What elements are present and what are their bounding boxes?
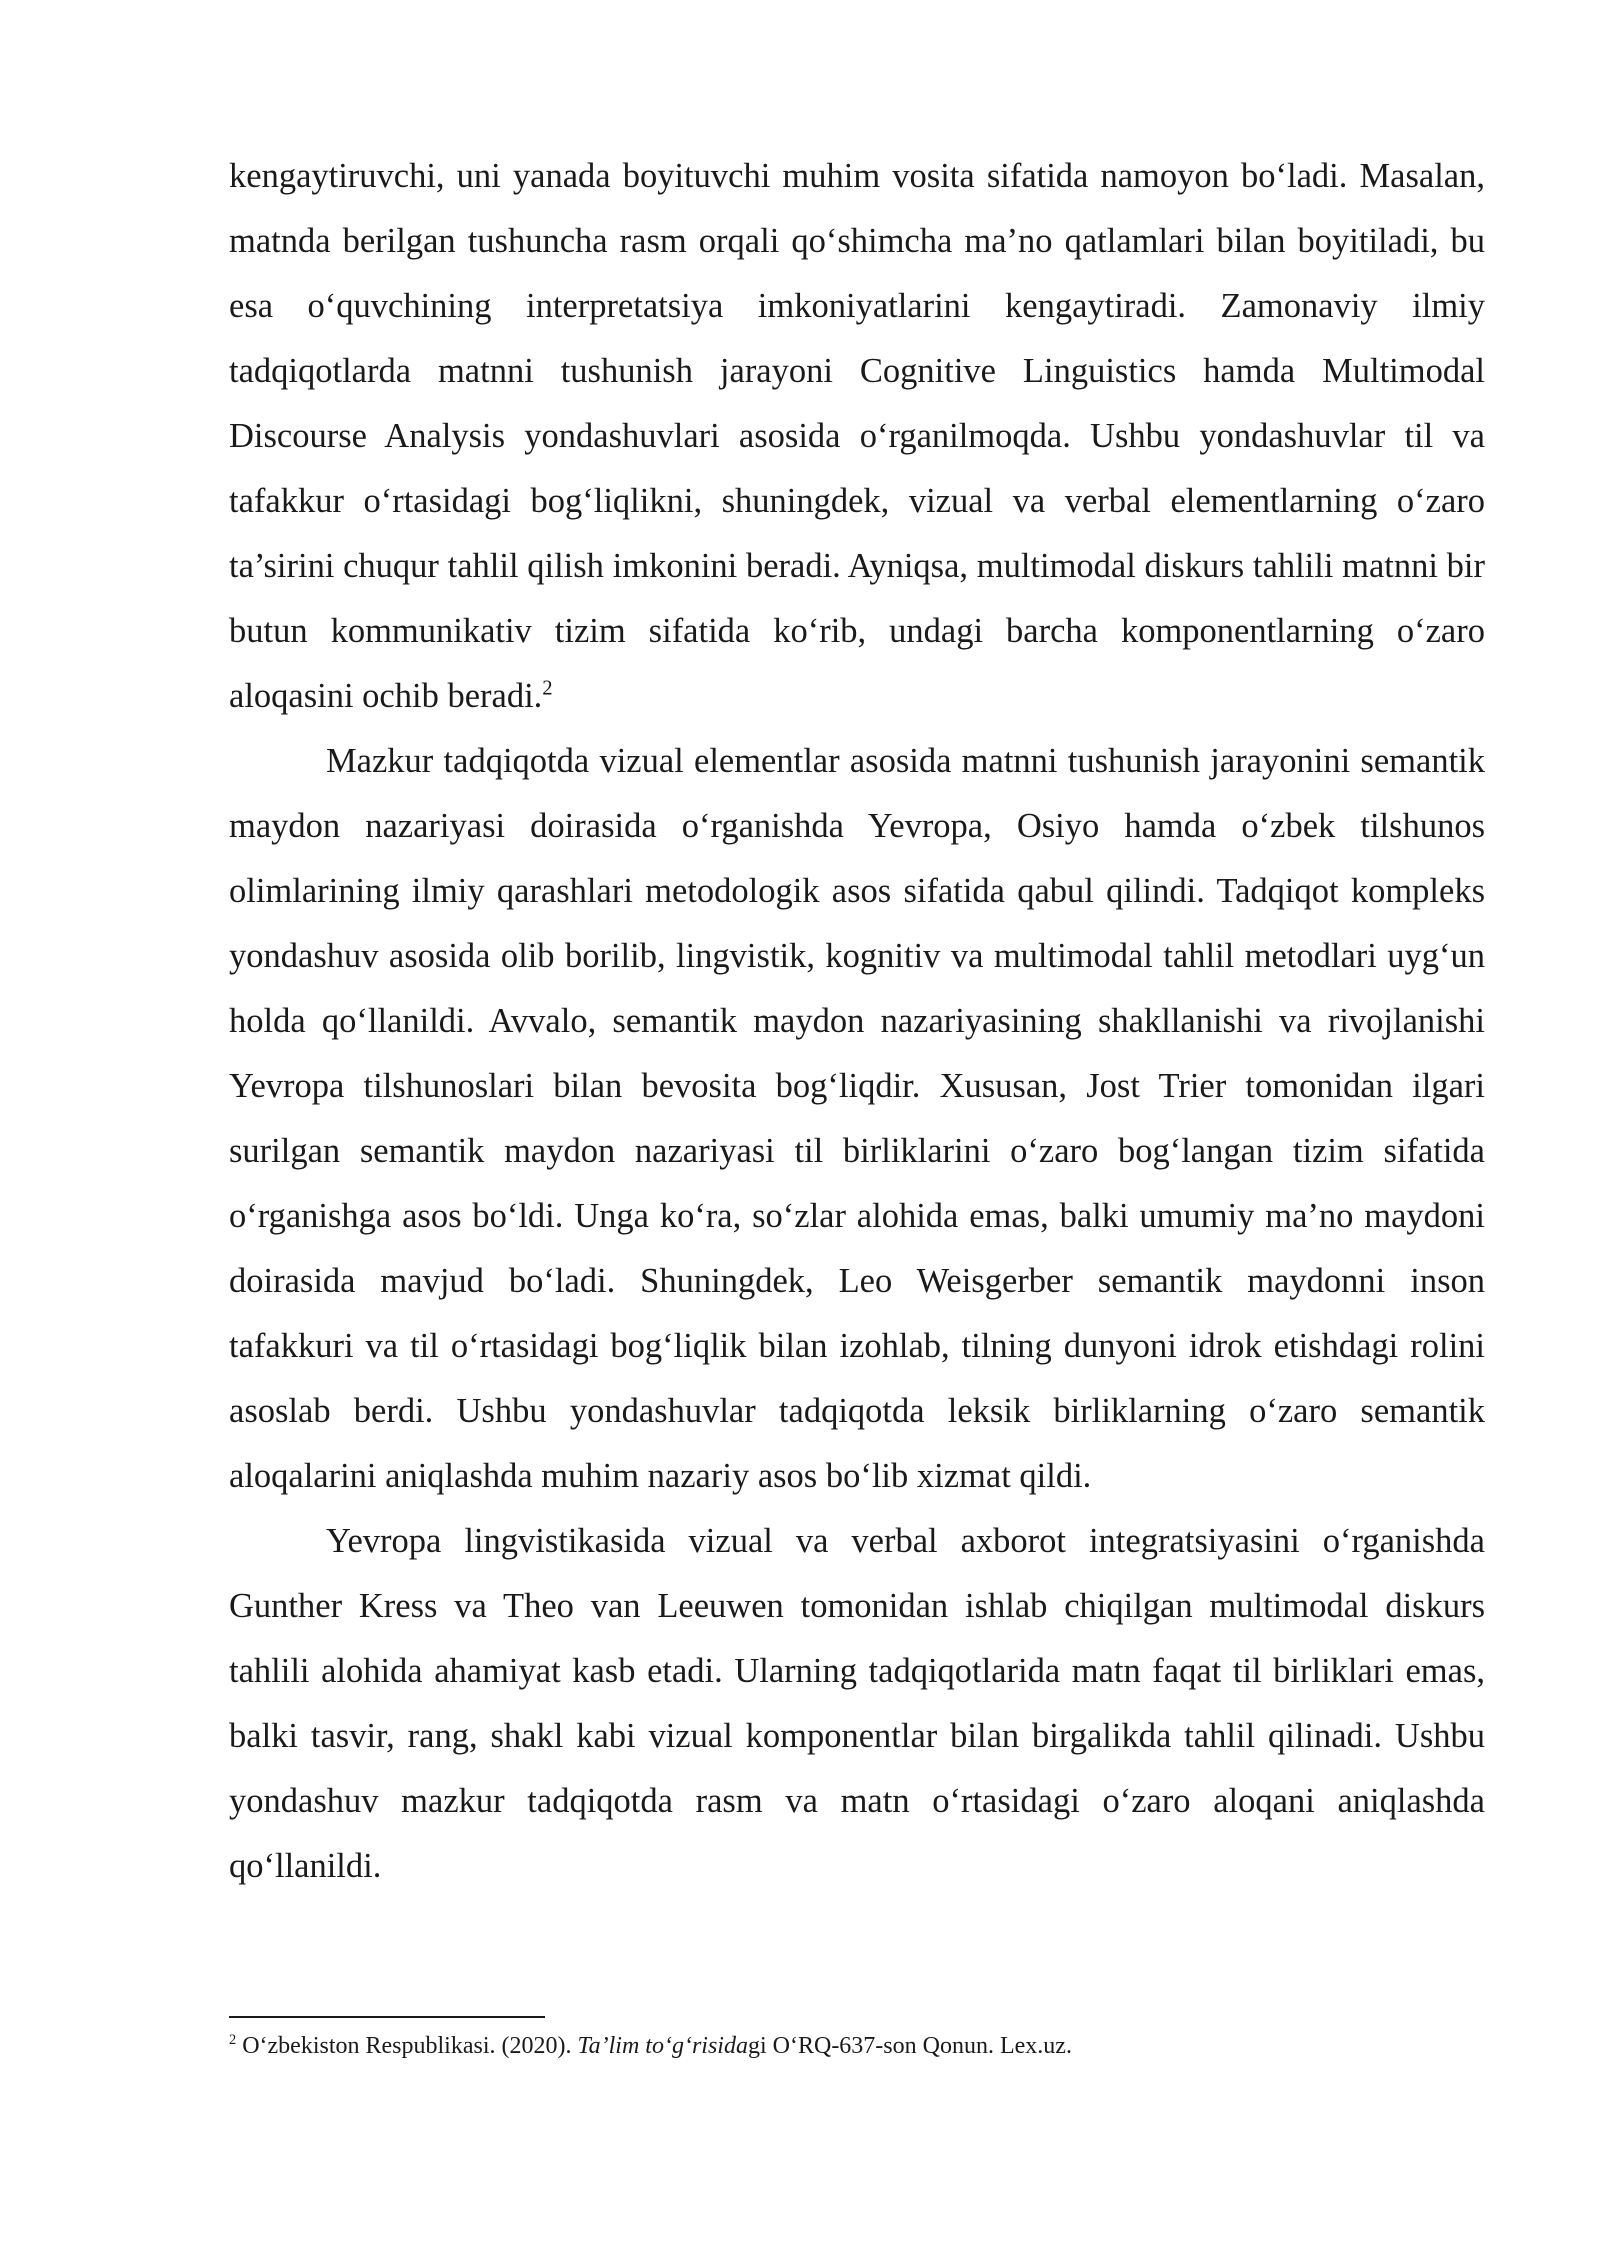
paragraph-3: Yevropa lingvistikasida vizual va verbal axborot integratsiyasini o‘rganishda Gunther Kress va Theo van Leeuwen tomonidan ishlab chiqilgan multimodal diskurs tahlili alohida ahamiyat kasb etadi. Ularning tadqiqotlarida matn faqat til birliklari emas, balki tasvir, rang, shakl kabi vizual komponentlar bilan birgalikda tahlil qilinadi. Ushbu yondashuv mazkur tadqiqotda rasm va matn o‘rtasidagi o‘zaro aloqani aniqlashda qo‘llanildi.: [229, 1522, 1485, 1885]
footnote-italic-title: Ta’lim to‘g‘risida: [577, 2033, 748, 2059]
footnote: [229, 2030, 1485, 2062]
footnote-ref: 2: [542, 677, 553, 700]
footnote-text-after: gi O‘RQ-637-son Qonun. Lex.uz.: [747, 2033, 1072, 2059]
footnote-separator: [229, 2016, 545, 2018]
paragraph-2: Mazkur tadqiqotda vizual elementlar asosida matnni tushunish jarayonini semantik maydon nazariyasi doirasida o‘rganishda Yevropa, Osiyo hamda o‘zbek tilshunos olimlarining ilmiy qarashlari metodologik asos sifatida qabul qilindi. Tadqiqot kompleks yondashuv asosida olib borilib, lingvistik, kognitiv va multimodal tahlil metodlari uyg‘un holda qo‘llanildi. Avvalo, semantik maydon nazariyasining shakllanishi va rivojlanishi Yevropa tilshunoslari bilan bevosita bog‘liqdir. Xususan, Jost Trier tomonidan ilgari surilgan semantik maydon nazariyasi til birliklarini o‘zaro bog‘langan tizim sifatida o‘rganishga asos bo‘ldi. Unga ko‘ra, so‘zlar alohida emas, balki umumiy ma’no maydoni doirasida mavjud bo‘ladi. Shuningdek, Leo Weisgerber semantik maydonni inson tafakkuri va til o‘rtasidagi bog‘liqlik bilan izohlab, tilning dunyoni idrok etishdagi rolini asoslab berdi. Ushbu yondashuvlar tadqiqotda leksik birliklarning o‘zaro semantik aloqalarini aniqlashda muhim nazariy asos bo‘lib xizmat qildi.: [229, 742, 1485, 1495]
footnote-number: 2: [229, 2032, 237, 2048]
paragraph-1: [229, 144, 1485, 729]
paragraph-1-text: kengaytiruvchi, uni yanada boyituvchi muhim vosita sifatida namoyon bo‘ladi. Masalan, matnda berilgan tushuncha rasm orqali qo‘shimcha ma’no qatlamlari bilan boyitiladi, bu esa o‘quvchining interpretatsiya imkoniyatlarini kengaytiradi. Zamonaviy ilmiy tadqiqotlarda matnni tushunish jarayoni Cognitive Linguistics hamda Multimodal Discourse Analysis yondashuvlari asosida o‘rganilmoqda. Ushbu yondashuvlar til va tafakkur o‘rtasidagi bog‘liqlikni, shuningdek, vizual va verbal elementlarning o‘zaro ta’sirini chuqur tahlil qilish imkonini beradi. Ayniqsa, multimodal diskurs tahlili matnni bir butun kommunikativ tizim sifatida ko‘rib, undagi barcha komponentlarning o‘zaro aloqasini ochib beradi.: [229, 157, 1485, 715]
footnote-text-before: O‘zbekiston Respublikasi. (2020).: [236, 2033, 578, 2059]
body-text: [229, 144, 1485, 1899]
